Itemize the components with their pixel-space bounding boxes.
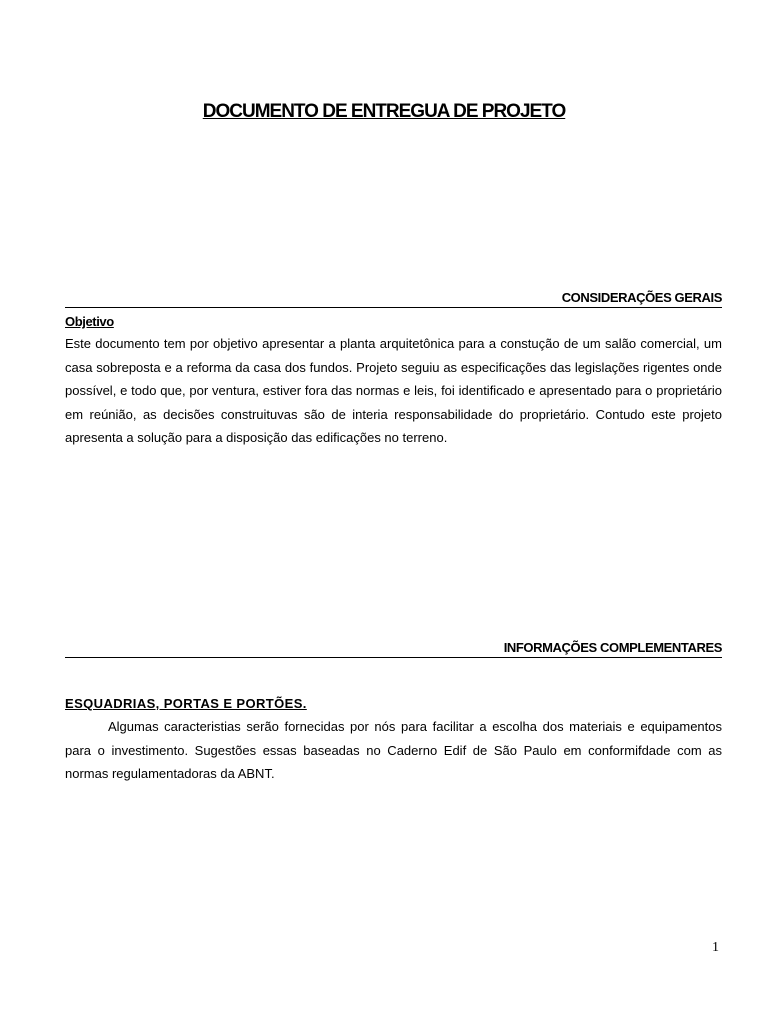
section-heading-consideracoes-gerais: CONSIDERAÇÕES GERAIS [65, 290, 722, 308]
section-heading-informacoes-complementares: INFORMAÇÕES COMPLEMENTARES [65, 640, 722, 658]
paragraph-objetivo: Este documento tem por objetivo apresentar a planta arquitetônica para a constução de um salão comercial, um casa sobreposta e a reforma da casa dos fundos. Projeto seguiu as especificações das legislações rigentes onde possível, e todo que, por ventura, estiver fora das normas e leis, foi identificado e apresentado para o proprietário em reúnião, as decisões construituvas são de interia responsabilidade do proprietário. Contudo este projeto apresenta a solução para a disposição das edificações no terreno. [65, 336, 722, 445]
subheading-esquadrias: ESQUADRIAS, PORTAS E PORTÕES. [65, 696, 307, 711]
page-number: 1 [712, 940, 719, 955]
subheading-objetivo: Objetivo [65, 314, 114, 329]
paragraph-esquadrias: Algumas caracteristias serão fornecidas por nós para facilitar a escolha dos materiais e equipamentos para o investimento. Sugestões essas baseadas no Caderno Edif de São Paulo em conformifdade com as normas regulamentadoras da ABNT. [65, 719, 722, 781]
document-title: DOCUMENTO DE ENTREGUA DE PROJETO [202, 101, 566, 122]
